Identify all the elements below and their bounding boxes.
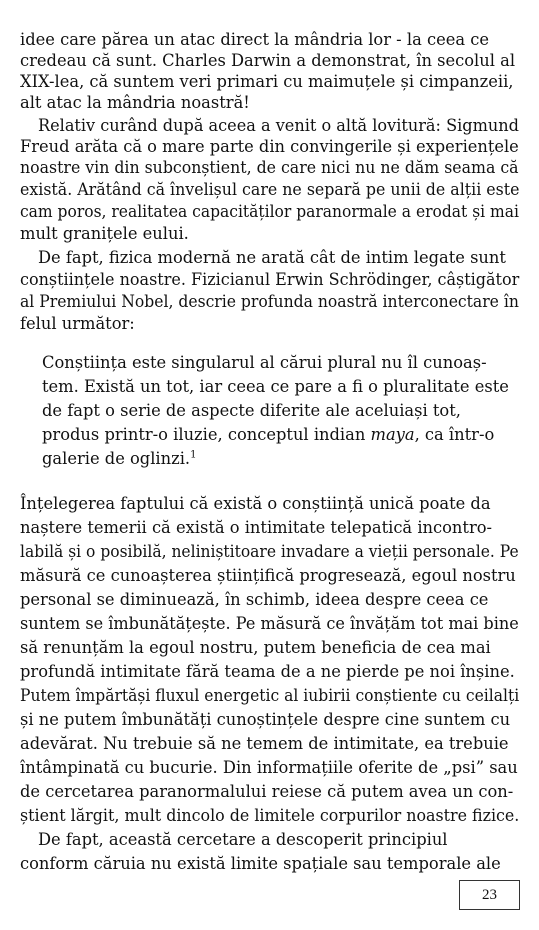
- paragraph-1-line-2: credeau că sunt. Charles Darwin a demonstrat, în secolul al: [20, 51, 516, 70]
- paragraph-2-line-5: cam poros, realitatea capacităților paranormale a erodat și mai: [20, 202, 519, 221]
- paragraph-2-line-4: există. Arătând că învelișul care ne separă pe unii de alții este: [20, 180, 520, 199]
- paragraph-3-line-4: felul următor:: [20, 314, 135, 333]
- quote-line-1: Conștiința este singularul al cărui plural nu îl cunoaș-: [42, 353, 487, 372]
- paragraph-4-line-5: personal se diminuează, în schimb, ideea despre ceea ce: [20, 590, 489, 609]
- paragraph-4-line-9: Putem împărtăși fluxul energetic al iubirii conștiente cu ceilalți: [20, 686, 520, 705]
- paragraph-2-line-3: noastre vin din subconștient, de care nici nu ne dăm seama că: [20, 158, 519, 177]
- paragraph-4-line-3: labilă și o posibilă, neliniștitoare invadare a vieții personale. Pe: [20, 542, 519, 561]
- paragraph-4-line-2: naștere temerii că există o intimitate telepatică incontro-: [20, 518, 493, 537]
- page-number-text: 23: [482, 886, 497, 903]
- paragraph-1-line-4: alt atac la mândria noastră!: [20, 93, 250, 112]
- paragraph-4-line-13: de cercetarea paranormalului reiese că putem avea un con-: [20, 782, 514, 801]
- paragraph-4-line-14: știent lărgit, mult dincolo de limitele corpurilor noastre fizice.: [20, 806, 520, 825]
- paragraph-4-line-8: profundă intimitate fără teama de a ne pierde pe noi înșine.: [20, 662, 515, 681]
- paragraph-3-line-3: al Premiului Nobel, descrie profunda noastră interconectare în: [20, 292, 519, 311]
- footnote-marker[interactable]: 1: [190, 449, 197, 461]
- paragraph-4-line-10: și ne putem îmbunătăți cunoștințele despre cine suntem cu: [20, 710, 511, 729]
- paragraph-5-line-1: De fapt, această cercetare a descoperit principiul: [38, 830, 448, 849]
- quote-line-5: [42, 449, 196, 469]
- paragraph-3-line-1: De fapt, fizica modernă ne arată cât de intim legate sunt: [38, 248, 506, 267]
- paragraph-4-line-4: măsură ce cunoașterea științifică progresează, egoul nostru: [20, 566, 516, 585]
- paragraph-2-line-6: mult granițele eului.: [20, 224, 189, 243]
- paragraph-3-line-2: conștiințele noastre. Fizicianul Erwin Schrödinger, câștigător: [20, 270, 520, 289]
- paragraph-5-line-2: conform căruia nu există limite spațiale sau temporale ale: [20, 854, 501, 873]
- paragraph-4-line-7: să renunțăm la egoul nostru, putem beneficia de cea mai: [20, 638, 491, 657]
- paragraph-4-line-11: adevărat. Nu trebuie să ne temem de intimitate, ea trebuie: [20, 734, 509, 753]
- paragraph-4-line-12: întâmpinată cu bucurie. Din informațiile oferite de „psi” sau: [20, 758, 518, 777]
- paragraph-4-line-1: Înțelegerea faptului că există o conștiință unică poate da: [20, 494, 491, 513]
- quote-line-2: tem. Există un tot, iar ceea ce pare a fi o pluralitate este: [42, 377, 509, 396]
- paragraph-1-line-3: XIX-lea, că suntem veri primari cu maimuțele și cimpanzeii,: [20, 72, 514, 91]
- quote-italic-term: maya: [370, 425, 415, 444]
- paragraph-2-line-1: Relativ curând după aceea a venit o altă lovitură: Sigmund: [38, 116, 519, 135]
- quote-line-5-text: galerie de oglinzi.: [42, 449, 191, 468]
- paragraph-2-line-2: Freud arăta că o mare parte din convingerile și experiențele: [20, 137, 519, 156]
- paragraph-4-line-6: suntem se îmbunătățește. Pe măsură ce învățăm tot mai bine: [20, 614, 519, 633]
- quote-line-4: [42, 425, 494, 445]
- page-number: [459, 880, 520, 910]
- quote-line-3: de fapt o serie de aspecte diferite ale aceluiași tot,: [42, 401, 461, 420]
- paragraph-1-line-1: idee care părea un atac direct la mândria lor - la ceea ce: [20, 30, 489, 49]
- quote-line-4-end: , ca într-o: [414, 425, 495, 444]
- quote-line-4-start: produs printr-o iluzie, conceptul indian: [42, 425, 371, 444]
